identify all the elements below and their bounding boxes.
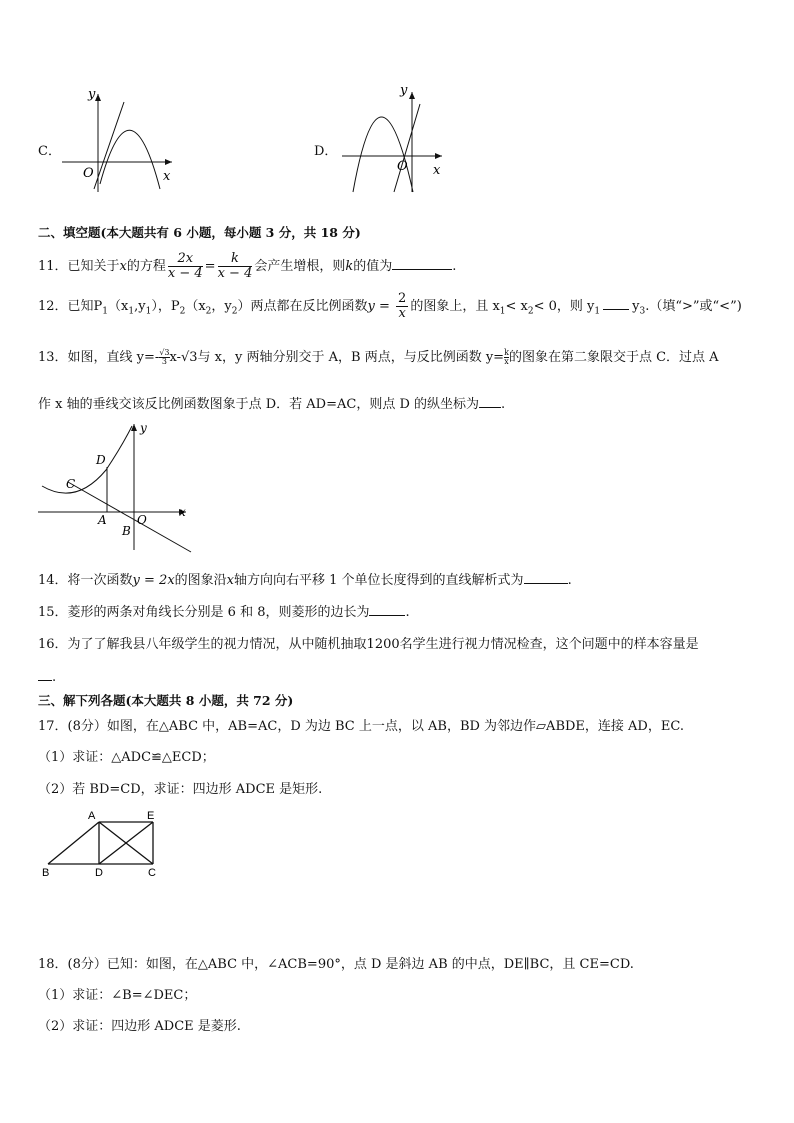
- graph-d-line: [394, 104, 420, 192]
- question-12: 12．已知$P_1(x_1,y_1)$，$P_2(x_2$，$y_2$）两点都在反比例函数y = $\frac{2}{x}$ 的图象上，且 $x_1< x_2< 0$，则 $y_1$ $y_3$.（填“>”或“<”): [38, 291, 742, 321]
- fig13-label-o: O: [137, 513, 147, 527]
- fig13-label-y: y: [140, 421, 147, 435]
- q16-answer-blank[interactable]: [38, 668, 52, 681]
- fig13-y-arrow: [131, 424, 137, 431]
- graph-c-x-label: x: [163, 169, 171, 184]
- q13-sqrt3-over-3: $\frac{√3}{3}$: [159, 348, 170, 366]
- fig13-line-ab: [68, 482, 191, 552]
- fig17-label-a: A: [88, 810, 96, 822]
- question-16-line-1: 16．为了了解我县八年级学生的视力情况，从中随机抽取1200名学生进行视力情况检查，这个问题中的样本容量是: [38, 637, 699, 652]
- q13-answer-blank[interactable]: [479, 395, 501, 408]
- graph-d-origin-label: O: [397, 159, 408, 174]
- graph-d-y-arrow: [409, 92, 415, 99]
- q12-answer-blank[interactable]: [603, 297, 629, 310]
- question-13-line-1: 13．如图，直线 y=- $\frac{√3}{3}$ x-√3与 x，y 两轴分别交于 A，B 两点，与反比例函数 y= $\frac{k}{x}$ 的图象在第二象限交于点 C．过点 A: [38, 348, 719, 366]
- graph-d-y-label: y: [400, 83, 408, 98]
- fig17-label-c: C: [148, 867, 156, 879]
- fig13-label-d: D: [96, 453, 106, 467]
- fig17-label-b: B: [42, 867, 50, 879]
- section-3-heading: 三、解下列各题(本大题共 8 小题，共 72 分): [38, 693, 294, 708]
- graph-c-origin-label: O: [83, 166, 94, 181]
- question-11: 11．已知关于x的方程 $\frac{2x}{x - 4}$ = $\frac{k}{x - 4}$ 会产生增根，则k的值为 .: [38, 251, 457, 281]
- q11-fraction-left: $\frac{2x}{x - 4}$: [167, 251, 203, 281]
- graph-option-d: [340, 82, 460, 194]
- graph-c-y-label: y: [88, 87, 96, 102]
- fig13-hyperbola: [42, 426, 132, 493]
- graph-d-x-arrow: [435, 153, 442, 159]
- graph-c-parabola: [100, 130, 160, 189]
- fig13-label-a: A: [98, 513, 107, 527]
- q13-k-over-x: $\frac{k}{x}$: [504, 348, 509, 366]
- graph-d-x-label: x: [433, 163, 441, 178]
- fig17-segment-ab: [48, 822, 99, 864]
- question-16-line-2: .: [38, 668, 56, 687]
- question-18-part-2: （2）求证：四边形 ADCE 是菱形.: [38, 1019, 241, 1034]
- section-2-heading: 二、填空题(本大题共有 6 小题，每小题 3 分，共 18 分): [38, 225, 361, 240]
- q14-answer-blank[interactable]: [524, 571, 568, 584]
- fig13-label-c: C: [66, 477, 76, 491]
- graph-c-x-arrow: [165, 159, 172, 165]
- fig13-label-x: x: [179, 505, 186, 519]
- fig13-label-b: B: [122, 524, 131, 538]
- option-d-label: D．: [314, 144, 338, 159]
- graph-c-y-arrow: [95, 94, 101, 101]
- fig17-label-d: D: [95, 867, 103, 879]
- question-14: 14．将一次函数y = 2x的图象沿x轴方向向右平移 1 个单位长度得到的直线解析式为 .: [38, 573, 572, 588]
- option-c-label: C．: [38, 144, 61, 159]
- question-18-stem: 18．(8分）已知：如图，在△ABC 中，∠ACB=90°，点 D 是斜边 AB 的中点，DE∥BC，且 CE=CD.: [38, 957, 634, 972]
- figure-13: [36, 420, 196, 560]
- question-18-part-1: （1）求证：∠B=∠DEC；: [38, 988, 197, 1003]
- graph-d-parabola: [353, 117, 413, 192]
- question-17-part-1: （1）求证：△ADC≌△ECD；: [38, 750, 215, 765]
- fig17-label-e: E: [147, 810, 155, 822]
- q12-fraction: $\frac{2}{x}$: [398, 291, 407, 321]
- graph-option-c: [60, 84, 190, 194]
- question-15: 15．菱形的两条对角线长分别是 6 和 8，则菱形的边长为 .: [38, 605, 410, 620]
- question-17-stem: 17．(8分）如图，在△ABC 中，AB=AC，D 为边 BC 上一点，以 AB，BD 为邻边作▱ABDE，连接 AD，EC.: [38, 719, 684, 734]
- q11-fraction-right: $\frac{k}{x - 4}$: [217, 251, 253, 281]
- question-13-line-2: 作 x 轴的垂线交该反比例函数图象于点 D．若 AD=AC，则点 D 的纵坐标为 .: [38, 397, 506, 412]
- question-17-part-2: （2）若 BD=CD，求证：四边形 ADCE 是矩形.: [38, 782, 323, 797]
- q15-answer-blank[interactable]: [369, 603, 405, 616]
- q11-answer-blank[interactable]: [392, 257, 452, 270]
- figure-17: [40, 808, 170, 878]
